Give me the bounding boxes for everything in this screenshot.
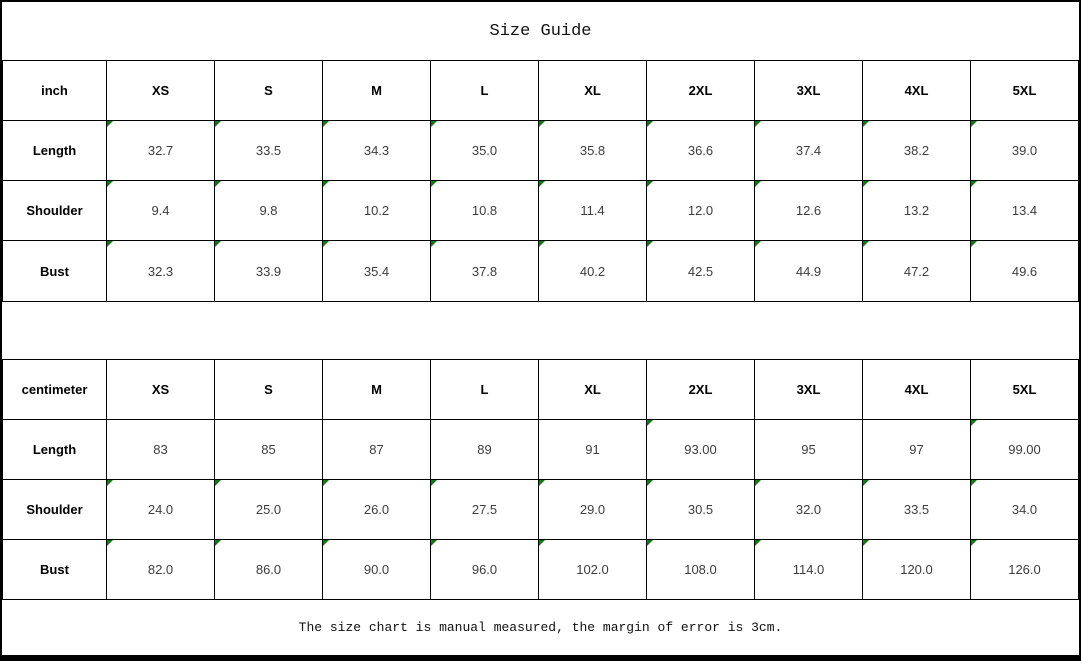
unit-header-cell: centimeter bbox=[3, 360, 107, 420]
size-value-cell: 35.8 bbox=[539, 121, 647, 181]
size-value-cell: 39.0 bbox=[971, 121, 1079, 181]
size-header-cell: 4XL bbox=[863, 360, 971, 420]
size-value-cell: 83 bbox=[107, 420, 215, 480]
size-value-cell: 37.4 bbox=[755, 121, 863, 181]
row-label-cell: Bust bbox=[3, 540, 107, 600]
size-value-cell: 34.3 bbox=[323, 121, 431, 181]
size-value-cell: 126.0 bbox=[971, 540, 1079, 600]
size-value-cell: 90.0 bbox=[323, 540, 431, 600]
row-label-cell: Length bbox=[3, 121, 107, 181]
row-label-cell: Shoulder bbox=[3, 181, 107, 241]
size-header-cell: 3XL bbox=[755, 61, 863, 121]
page-title: Size Guide bbox=[489, 21, 592, 41]
size-value-cell: 97 bbox=[863, 420, 971, 480]
size-value-cell: 27.5 bbox=[431, 480, 539, 540]
size-value-cell: 120.0 bbox=[863, 540, 971, 600]
size-value-cell: 9.4 bbox=[107, 181, 215, 241]
size-header-cell: 2XL bbox=[647, 360, 755, 420]
size-value-cell: 34.0 bbox=[971, 480, 1079, 540]
size-table-inch bbox=[2, 60, 1079, 302]
size-value-cell: 47.2 bbox=[863, 241, 971, 302]
size-value-cell: 35.0 bbox=[431, 121, 539, 181]
size-value-cell: 114.0 bbox=[755, 540, 863, 600]
size-value-cell: 26.0 bbox=[323, 480, 431, 540]
size-value-cell: 32.0 bbox=[755, 480, 863, 540]
size-value-cell: 29.0 bbox=[539, 480, 647, 540]
size-value-cell: 32.3 bbox=[107, 241, 215, 302]
size-value-cell: 24.0 bbox=[107, 480, 215, 540]
size-header-cell: 5XL bbox=[971, 360, 1079, 420]
size-header-cell: 5XL bbox=[971, 61, 1079, 121]
size-value-cell: 10.2 bbox=[323, 181, 431, 241]
size-value-cell: 85 bbox=[215, 420, 323, 480]
header-row bbox=[3, 61, 1079, 121]
size-header-cell: 2XL bbox=[647, 61, 755, 121]
size-value-cell: 33.5 bbox=[215, 121, 323, 181]
size-value-cell: 11.4 bbox=[539, 181, 647, 241]
size-value-cell: 86.0 bbox=[215, 540, 323, 600]
size-value-cell: 25.0 bbox=[215, 480, 323, 540]
size-value-cell: 13.2 bbox=[863, 181, 971, 241]
table-row bbox=[3, 121, 1079, 181]
size-value-cell: 36.6 bbox=[647, 121, 755, 181]
table-row bbox=[3, 241, 1079, 302]
size-value-cell: 33.9 bbox=[215, 241, 323, 302]
size-value-cell: 42.5 bbox=[647, 241, 755, 302]
size-value-cell: 93.00 bbox=[647, 420, 755, 480]
size-value-cell: 40.2 bbox=[539, 241, 647, 302]
size-header-cell: XS bbox=[107, 360, 215, 420]
size-header-cell: L bbox=[431, 360, 539, 420]
size-value-cell: 30.5 bbox=[647, 480, 755, 540]
size-value-cell: 87 bbox=[323, 420, 431, 480]
size-value-cell: 32.7 bbox=[107, 121, 215, 181]
size-value-cell: 89 bbox=[431, 420, 539, 480]
size-value-cell: 37.8 bbox=[431, 241, 539, 302]
size-value-cell: 35.4 bbox=[323, 241, 431, 302]
size-header-cell: 4XL bbox=[863, 61, 971, 121]
size-value-cell: 91 bbox=[539, 420, 647, 480]
size-header-cell: L bbox=[431, 61, 539, 121]
unit-header-cell: inch bbox=[3, 61, 107, 121]
size-value-cell: 33.5 bbox=[863, 480, 971, 540]
spacer-row bbox=[2, 302, 1079, 359]
table-row bbox=[3, 181, 1079, 241]
size-value-cell: 12.6 bbox=[755, 181, 863, 241]
size-value-cell: 44.9 bbox=[755, 241, 863, 302]
size-value-cell: 102.0 bbox=[539, 540, 647, 600]
table-row bbox=[3, 480, 1079, 540]
row-label-cell: Bust bbox=[3, 241, 107, 302]
size-header-cell: M bbox=[323, 61, 431, 121]
size-value-cell: 95 bbox=[755, 420, 863, 480]
size-header-cell: XL bbox=[539, 360, 647, 420]
size-header-cell: S bbox=[215, 61, 323, 121]
size-header-cell: S bbox=[215, 360, 323, 420]
size-value-cell: 13.4 bbox=[971, 181, 1079, 241]
size-value-cell: 10.8 bbox=[431, 181, 539, 241]
row-label-cell: Length bbox=[3, 420, 107, 480]
size-value-cell: 99.00 bbox=[971, 420, 1079, 480]
size-table-centimeter bbox=[2, 359, 1079, 600]
size-value-cell: 96.0 bbox=[431, 540, 539, 600]
size-header-cell: M bbox=[323, 360, 431, 420]
header-row bbox=[3, 360, 1079, 420]
measure-note: The size chart is manual measured, the margin of error is 3cm. bbox=[298, 620, 783, 635]
size-value-cell: 49.6 bbox=[971, 241, 1079, 302]
size-value-cell: 9.8 bbox=[215, 181, 323, 241]
size-value-cell: 12.0 bbox=[647, 181, 755, 241]
size-value-cell: 82.0 bbox=[107, 540, 215, 600]
size-value-cell: 38.2 bbox=[863, 121, 971, 181]
size-header-cell: XS bbox=[107, 61, 215, 121]
table-row bbox=[3, 540, 1079, 600]
size-header-cell: XL bbox=[539, 61, 647, 121]
table-row bbox=[3, 420, 1079, 480]
row-label-cell: Shoulder bbox=[3, 480, 107, 540]
size-header-cell: 3XL bbox=[755, 360, 863, 420]
size-value-cell: 108.0 bbox=[647, 540, 755, 600]
